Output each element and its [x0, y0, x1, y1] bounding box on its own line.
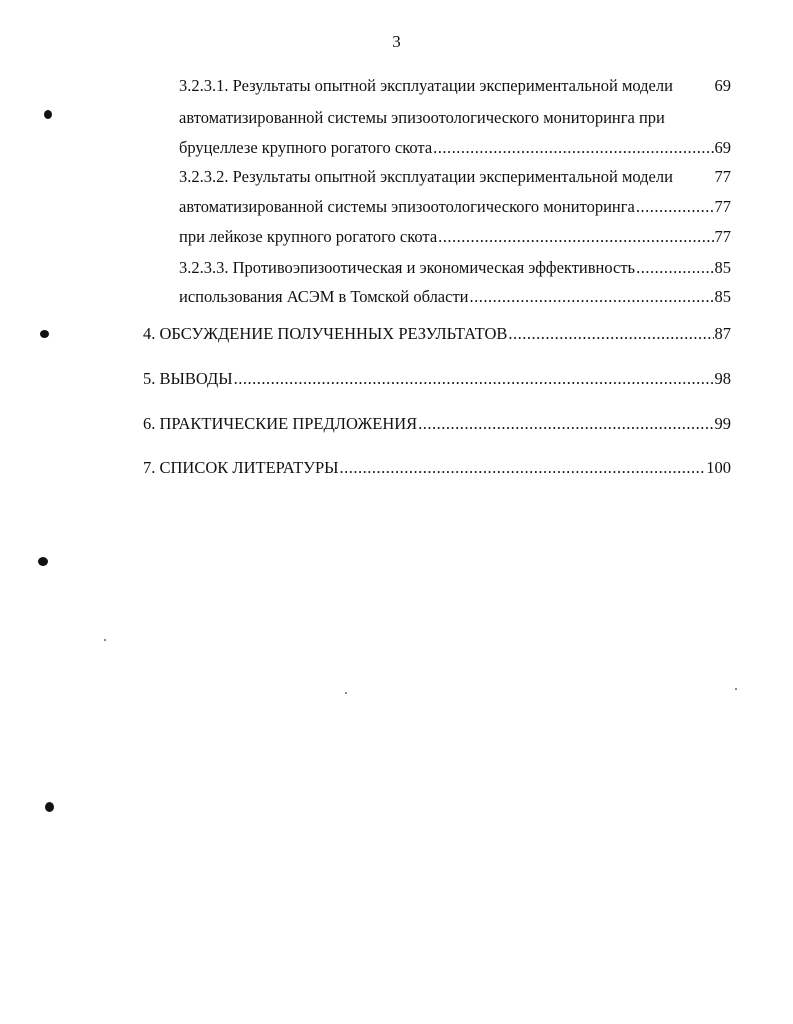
leader-dots — [636, 197, 714, 217]
toc-entry-page: 77 — [714, 197, 731, 216]
binding-hole-mark — [40, 330, 49, 338]
toc-entry-continuation — [179, 287, 731, 307]
toc-entry-continuation — [179, 108, 731, 128]
toc-entry-text: 7. СПИСОК ЛИТЕРАТУРЫ — [143, 458, 339, 477]
toc-entry-page: 69 — [714, 76, 731, 95]
scan-speck — [104, 639, 106, 641]
leader-dots — [433, 138, 713, 158]
toc-entry-continuation — [179, 138, 731, 158]
toc-entry-page: 77 — [714, 227, 731, 246]
binding-hole-mark — [45, 802, 54, 812]
toc-entry-3-2-3-3[interactable] — [179, 258, 731, 278]
toc-entry-chapter-5[interactable] — [143, 369, 731, 389]
leader-dots — [438, 227, 713, 247]
leader-dots — [470, 287, 714, 307]
leader-dots — [234, 369, 714, 389]
binding-hole-mark — [38, 557, 48, 566]
toc-entry-text: 3.2.3.2. Результаты опытной эксплуатации экспериментальной модели — [179, 167, 673, 186]
leader-dots — [340, 458, 706, 478]
toc-entry-text: 6. ПРАКТИЧЕСКИЕ ПРЕДЛОЖЕНИЯ — [143, 414, 418, 433]
toc-entry-continuation — [179, 227, 731, 247]
page-number: 3 — [392, 32, 401, 51]
toc-entry-chapter-6[interactable] — [143, 414, 731, 434]
toc-entry-text: 3.2.3.1. Результаты опытной эксплуатации экспериментальной модели — [179, 76, 673, 95]
toc-entry-page: 85 — [714, 258, 731, 277]
toc-entry-text: 5. ВЫВОДЫ — [143, 369, 233, 388]
toc-entry-page: 98 — [714, 369, 731, 388]
leader-dots — [418, 414, 713, 434]
scan-speck — [735, 688, 737, 690]
toc-entry-chapter-7[interactable] — [143, 458, 731, 478]
toc-entry-page: 85 — [714, 287, 731, 306]
toc-entry-page: 100 — [706, 458, 731, 477]
scan-speck — [345, 692, 347, 694]
toc-entry-text: при лейкозе крупного рогатого скота — [179, 227, 438, 246]
toc-entry-chapter-4[interactable] — [143, 324, 731, 344]
toc-entry-text: автоматизированной системы эпизоотологического мониторинга при — [179, 108, 665, 127]
toc-entry-3-2-3-2[interactable] — [179, 167, 731, 187]
toc-entry-text: бруцеллезе крупного рогатого скота — [179, 138, 433, 157]
leader-dots — [508, 324, 713, 344]
toc-entry-text: 3.2.3.3. Противоэпизоотическая и экономическая эффективность — [179, 258, 636, 277]
toc-entry-text: 4. ОБСУЖДЕНИЕ ПОЛУЧЕННЫХ РЕЗУЛЬТАТОВ — [143, 324, 508, 343]
toc-entry-page: 77 — [714, 167, 731, 186]
toc-entry-page: 87 — [714, 324, 731, 343]
toc-entry-continuation — [179, 197, 731, 217]
toc-entry-text: использования АСЭМ в Томской области — [179, 287, 469, 306]
toc-entry-page: 99 — [714, 414, 731, 433]
binding-hole-mark — [44, 110, 52, 119]
toc-entry-text: автоматизированной системы эпизоотологического мониторинга — [179, 197, 635, 216]
toc-entry-page: 69 — [714, 138, 731, 157]
leader-dots — [636, 258, 713, 278]
toc-entry-3-2-3-1[interactable] — [179, 76, 731, 96]
